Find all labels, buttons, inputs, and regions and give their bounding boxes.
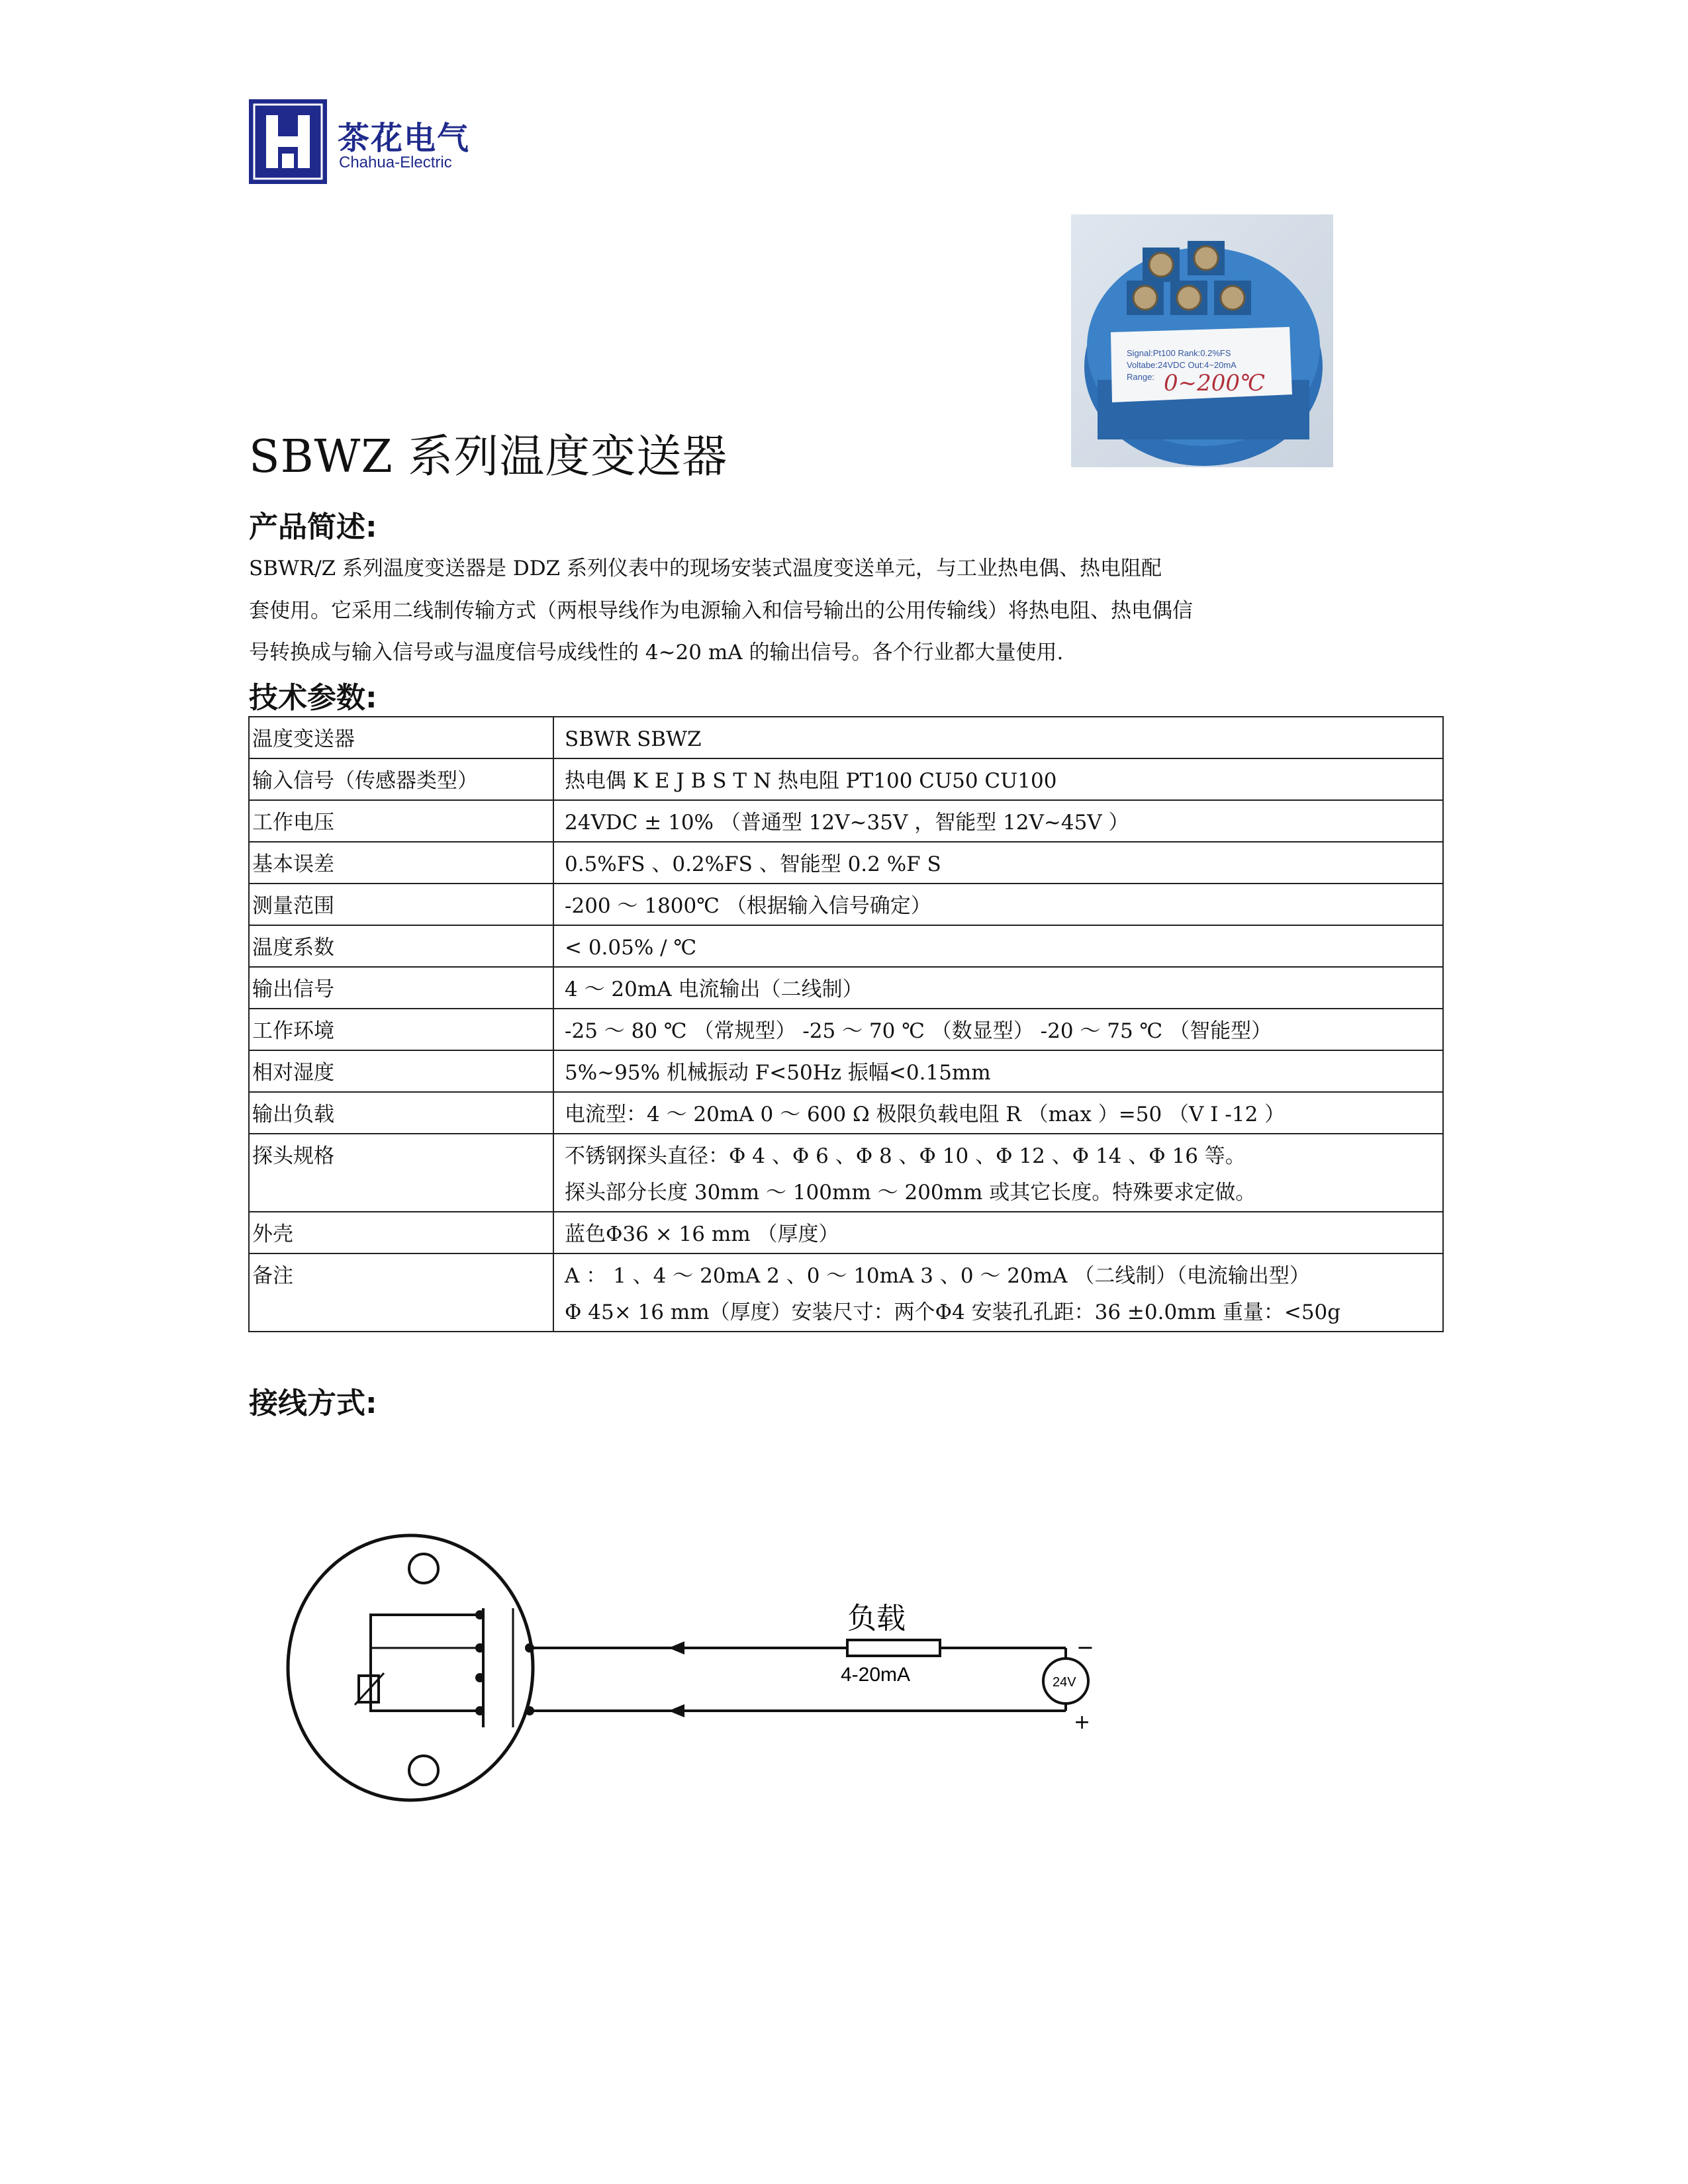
spec-key: 相对湿度 — [249, 1050, 553, 1092]
spec-value-line: 0.5%FS 、0.2%FS 、智能型 0.2 %F S — [565, 852, 941, 876]
overview-heading: 产品简述: — [249, 510, 377, 544]
spec-key: 外壳 — [249, 1212, 553, 1253]
spec-key: 探头规格 — [249, 1134, 553, 1212]
spec-row — [249, 758, 1443, 800]
spec-row — [249, 1212, 1443, 1253]
spec-value — [553, 1092, 1443, 1134]
spec-row — [249, 925, 1443, 967]
spec-value — [553, 1134, 1443, 1212]
wiring-diagram — [285, 1522, 1119, 1813]
spec-value-line: -200 ～ 1800℃ （根据输入信号确定） — [565, 894, 931, 918]
spec-key: 测量范围 — [249, 884, 553, 925]
spec-value-line: < 0.05% / ℃ — [565, 936, 697, 960]
spec-value — [553, 1253, 1443, 1332]
spec-value-line: 5%~95% 机械振动 F<50Hz 振幅<0.15mm — [565, 1061, 991, 1085]
spec-value-line: SBWR SBWZ — [565, 727, 702, 751]
spec-value — [553, 800, 1443, 842]
spec-row — [249, 1253, 1443, 1332]
spec-key: 温度系数 — [249, 925, 553, 967]
spec-row — [249, 842, 1443, 884]
current-label: 4-20mA — [841, 1664, 911, 1686]
spec-row — [249, 884, 1443, 925]
photo-label-line-2: Voltabe:24VDC Out:4~20mA — [1127, 360, 1237, 370]
photo-label-line-3: Range: — [1127, 372, 1154, 382]
page-title: SBWZ 系列温度变送器 — [249, 431, 728, 483]
supply-plus: + — [1074, 1711, 1091, 1734]
spec-key: 输出信号 — [249, 967, 553, 1009]
spec-row — [249, 717, 1443, 758]
spec-value-line: 热电偶 K E J B S T N 热电阻 PT100 CU50 CU100 — [565, 769, 1057, 793]
photo-handwritten-range: 0~200℃ — [1164, 370, 1266, 396]
spec-value — [553, 758, 1443, 800]
spec-key: 工作环境 — [249, 1009, 553, 1050]
spec-value — [553, 1009, 1443, 1050]
spec-row — [249, 1092, 1443, 1134]
spec-key: 备注 — [249, 1253, 553, 1332]
spec-value-line: 24VDC ± 10% （普通型 12V~35V ，智能型 12V~45V ） — [565, 811, 1129, 835]
spec-row — [249, 800, 1443, 842]
spec-value — [553, 842, 1443, 884]
supply-minus: − — [1076, 1635, 1094, 1660]
overview-line-2: 套使用。它采用二线制传输方式（两根导线作为电源输入和信号输出的公用传输线）将热电阻、热电偶信 — [249, 599, 1193, 623]
spec-row — [249, 967, 1443, 1009]
overview-line-3: 号转换成与输入信号或与温度信号成线性的 4~20 mA 的输出信号。各个行业都大量使用. — [249, 641, 1064, 664]
photo-label-line-1: Signal:Pt100 Rank:0.2%FS — [1127, 348, 1231, 358]
overview-line-1: SBWR/Z 系列温度变送器是 DDZ 系列仪表中的现场安装式温度变送单元，与工业热电偶、热电阻配 — [249, 557, 1162, 580]
spec-value-line: Φ 45× 16 mm（厚度）安装尺寸：两个Φ4 安装孔孔距：36 ±0.0mm 重量：<50g — [565, 1300, 1341, 1324]
spec-value-line: A ： 1 、4 ～ 20mA 2 、0 ～ 10mA 3 、0 ～ 20mA （二线制）（电流输出型） — [565, 1264, 1310, 1288]
spec-key: 基本误差 — [249, 842, 553, 884]
load-label: 负载 — [847, 1602, 906, 1635]
spec-value-line: 蓝色Φ36 × 16 mm （厚度） — [565, 1222, 839, 1246]
specs-heading: 技术参数: — [249, 681, 377, 715]
spec-value-line: 电流型：4 ～ 20mA 0 ～ 600 Ω 极限负载电阻 R （max ）=50 （V I -12 ） — [565, 1103, 1286, 1126]
wiring-heading: 接线方式: — [249, 1387, 377, 1420]
spec-table — [248, 716, 1444, 1332]
logo-name-en: Chahua-Electric — [339, 154, 452, 171]
spec-value-line: 不锈钢探头直径：Φ 4 、Φ 6 、Φ 8 、Φ 10 、Φ 12 、Φ 14 、Φ 16 等。 — [565, 1144, 1246, 1168]
spec-value — [553, 925, 1443, 967]
spec-row — [249, 1134, 1443, 1212]
spec-value — [553, 1212, 1443, 1253]
product-photo — [1071, 214, 1333, 467]
spec-value — [553, 884, 1443, 925]
spec-value — [553, 967, 1443, 1009]
spec-value — [553, 717, 1443, 758]
spec-row — [249, 1050, 1443, 1092]
spec-value-line: 4 ～ 20mA 电流输出（二线制） — [565, 978, 863, 1001]
spec-value — [553, 1050, 1443, 1092]
spec-value-line: 探头部分长度 30mm ～ 100mm ～ 200mm 或其它长度。特殊要求定做。 — [565, 1181, 1256, 1205]
spec-row — [249, 1009, 1443, 1050]
logo-name-cn: 茶花电气 — [338, 120, 471, 157]
spec-key: 输入信号（传感器类型） — [249, 758, 553, 800]
spec-key: 温度变送器 — [249, 717, 553, 758]
company-logo — [249, 99, 474, 187]
spec-key: 输出负载 — [249, 1092, 553, 1134]
spec-key: 工作电压 — [249, 800, 553, 842]
spec-value-line: -25 ～ 80 ℃ （常规型） -25 ～ 70 ℃ （数显型） -20 ～ 75 ℃ （智能型） — [565, 1019, 1272, 1043]
supply-label: 24V — [1053, 1675, 1076, 1690]
logo-mark-icon — [249, 99, 327, 184]
